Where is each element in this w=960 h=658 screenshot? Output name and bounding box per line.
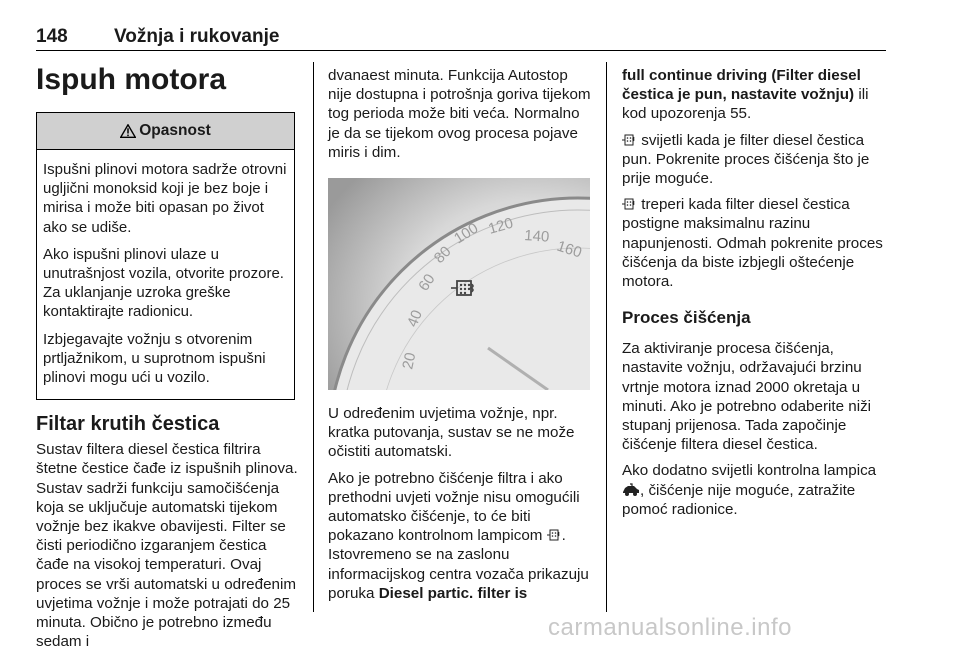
- danger-paragraph: Ako ispušni plinovi ulaze u unutrašnjost vozila, otvorite prozore. Za uklanjanje uzroka greške kontaktirajte radionicu.: [43, 245, 284, 321]
- body-text: treperi kada filter diesel čestica postigne maksimalnu razinu napunjenosti. Odmah pokrenite proces čišćenja da biste izbjegli oštećenje motora.: [622, 196, 883, 291]
- diesel-particle-filter-icon: [547, 528, 562, 542]
- column-3: [622, 66, 888, 526]
- body-text: Ako dodatno svijetli kontrolna lampica: [622, 462, 877, 480]
- body-paragraph: Za aktiviranje procesa čišćenja, nastavite vožnju, održavajući brzinu vrtnje motora iznad 2000 okretaja u minuti. Ako je potrebno odaberite niži stupanj prijenosa. Tada započinje čišćenje filtera diesel čestica.: [622, 340, 872, 454]
- gauge-tick-label: 80: [430, 243, 455, 267]
- running-section-title: Vožnja i rukovanje: [114, 26, 280, 47]
- danger-paragraph: Izbjegavajte vožnju s otvorenim prtljažnikom, u suprotnom ispušni plinovi mogu ući u vozilo.: [43, 330, 266, 387]
- display-message: Diesel partic. filter is: [378, 584, 528, 602]
- diesel-particle-filter-icon: [622, 133, 637, 147]
- column-2: [328, 66, 592, 610]
- body-text: ili kod upozorenja 55.: [622, 86, 869, 123]
- body-paragraph: [622, 195, 888, 291]
- body-text: . Istovremeno se na zaslonu informacijskog centra vozača prikazuju poruka: [328, 527, 589, 602]
- body-paragraph: Sustav filtera diesel čestica filtrira štetne čestice čađe iz ispušnih plinova. Sustav sadrži funkciju samočišćenja koja se uključuje automatski tijekom vožnje bez ikakve obavijesti. Filter se čisti periodično izgaranjem čestica čađe na visokoj temperaturi. Ovaj proces se vrši automatski u određenim uvjetima vožnje i može potrajati do 25 minuta. Obično je potrebno između sedam i: [36, 441, 298, 651]
- page-number: 148: [36, 26, 68, 47]
- body-paragraph: [622, 66, 888, 124]
- column-1: [36, 60, 298, 658]
- danger-box: [36, 112, 295, 400]
- watermark: carmanualsonline.info: [548, 614, 792, 641]
- danger-header: [37, 113, 294, 150]
- body-paragraph: U određenim uvjetima vožnje, npr. kratka putovanja, sustav se ne može očistiti automatski.: [328, 405, 575, 461]
- column-divider: [606, 62, 607, 612]
- body-paragraph: [622, 461, 888, 519]
- section-heading: Filtar krutih čestica: [36, 413, 220, 436]
- gauge-tick-label: 160: [554, 237, 584, 262]
- danger-body: [37, 150, 294, 399]
- danger-paragraph: Ispušni plinovi motora sadrže otrovni ugljični monoksid koji je bez boje i mirisa i može biti opasan po život ako se udiše.: [43, 161, 287, 236]
- body-paragraph: [622, 131, 888, 189]
- body-paragraph: dvanaest minuta. Funkcija Autostop nije dostupna i potrošnja goriva tijekom tog perioda može biti veća. Normalno je da se tijekom ovog procesa pojave miris i dim.: [328, 67, 591, 161]
- gauge-tick-label: 40: [403, 307, 426, 330]
- danger-label: Opasnost: [139, 122, 211, 140]
- diesel-particle-filter-icon: [622, 197, 637, 211]
- section-heading: Proces čišćenja: [622, 308, 751, 328]
- gauge-tick-label: 60: [415, 270, 439, 295]
- gauge-tick-label: 140: [523, 227, 550, 246]
- gauge-tick-label: 100: [451, 219, 482, 248]
- display-message: full continue driving (Filter diesel čestica je pun, nastavite vožnju): [622, 67, 861, 104]
- body-text: , čišćenje nije moguće, zatražite pomoć radionice.: [622, 481, 856, 518]
- body-text: Ako je potrebno čišćenje filtra i ako prethodni uvjeti vožnje nisu omogućili automatsko čišćenje, to će biti pokazano kontrolnom lampicom: [328, 469, 580, 545]
- warning-triangle-icon: [120, 124, 136, 138]
- body-paragraph: [328, 469, 592, 603]
- body-text: svijetli kada je filter diesel čestica pun. Pokrenite proces čišćenja što je prije moguće.: [622, 131, 870, 188]
- header-rule: [36, 50, 886, 51]
- column-divider: [313, 62, 314, 612]
- service-vehicle-icon: [622, 483, 640, 497]
- gauge-tick-label: 20: [399, 350, 420, 371]
- page-title: Ispuh motora: [36, 63, 227, 96]
- page-header: [36, 26, 886, 52]
- gauge-tick-label: 120: [486, 214, 516, 238]
- speedometer-illustration: [328, 178, 590, 390]
